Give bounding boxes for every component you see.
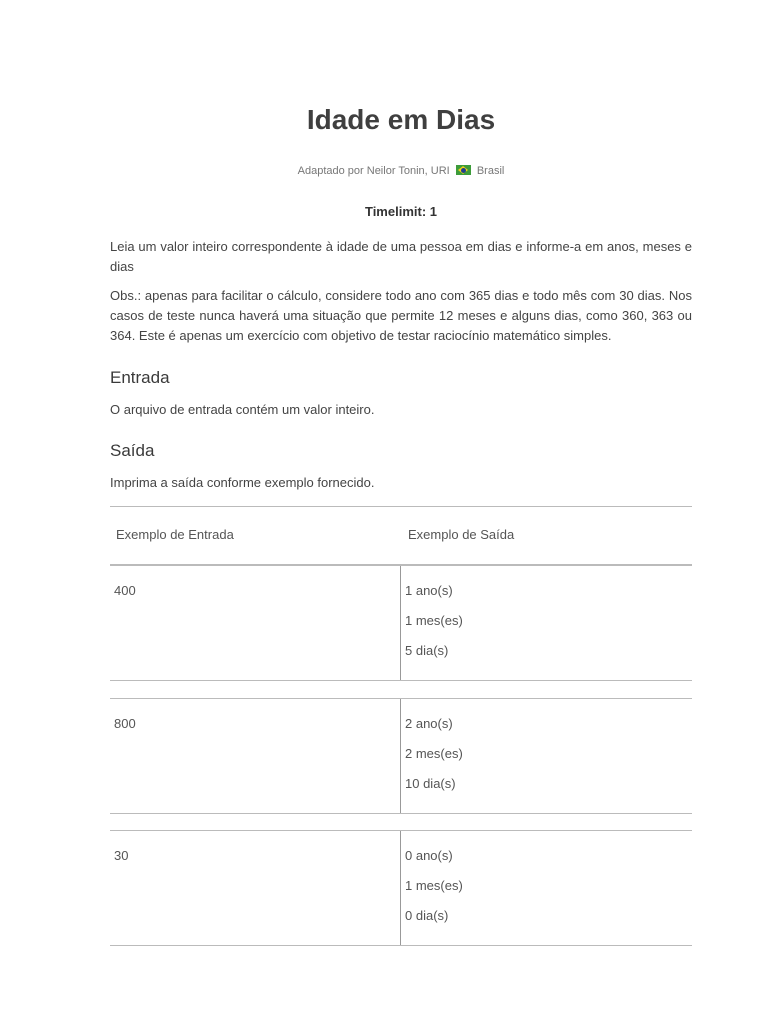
output-line: 0 ano(s) [405,848,453,863]
input-heading: Entrada [110,368,170,387]
examples-header [110,506,692,565]
output-line: 2 mes(es) [405,746,463,761]
description-text: Obs.: apenas para facilitar o cálculo, considere todo ano com 365 dias e todo mês com 30 dias. Nos casos de teste nunca haverá uma situação que permite 12 meses e alguns dias, como 360, 363 ou 364. Este é apenas um exercício com objetivo de testar raciocínio matemático simples. [110,288,692,343]
examples-table [110,506,692,946]
output-heading: Saída [110,441,155,460]
example-row [110,830,692,946]
byline-author: Adaptado por Neilor Tonin, URI [297,165,450,177]
description-paragraph-2 [110,286,692,346]
example-input: 800 [114,716,136,731]
input-text: O arquivo de entrada contém um valor inteiro. [110,402,375,417]
output-line: 1 mes(es) [405,878,463,893]
example-output [405,583,463,673]
output-column-header: Exemplo de Saída [408,527,515,542]
output-line: 1 ano(s) [405,583,453,598]
input-column-header: Exemplo de Entrada [116,527,234,542]
column-divider [400,566,401,680]
example-output [405,716,463,806]
input-description [110,400,692,420]
byline [0,165,768,177]
description-text: Leia um valor inteiro correspondente à idade de uma pessoa em dias e informe-a em anos, meses e dias [110,239,692,274]
example-input: 400 [114,583,136,598]
example-row [110,565,692,681]
example-output [405,848,463,938]
output-line: 1 mes(es) [405,613,463,628]
output-section [110,441,692,461]
example-spacer [110,681,692,698]
output-line: 0 dia(s) [405,908,449,923]
output-line: 5 dia(s) [405,643,449,658]
page-title: Idade em Dias [306,104,496,135]
output-line: 10 dia(s) [405,776,456,791]
column-divider [400,831,401,945]
description-paragraph-1 [110,237,692,277]
example-input: 30 [114,848,129,863]
brazil-flag-icon [456,165,471,175]
output-text: Imprima a saída conforme exemplo fornecido. [110,475,375,490]
byline-country: Brasil [476,165,505,177]
column-divider [400,699,401,813]
example-spacer [110,814,692,830]
output-description [110,473,692,493]
example-row [110,698,692,814]
output-line: 2 ano(s) [405,716,453,731]
timelimit: Timelimit: 1 [364,204,437,219]
input-section [110,368,692,388]
